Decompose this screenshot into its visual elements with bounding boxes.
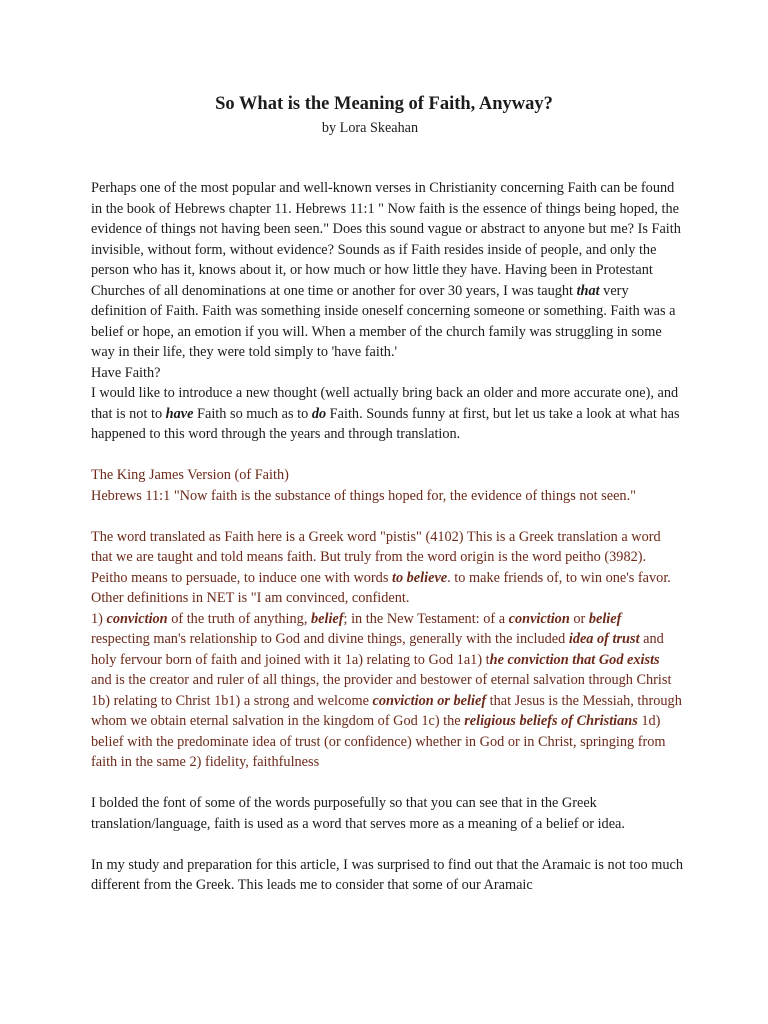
spacer: [91, 445, 683, 466]
text-run: respecting man's relationship to God and divine things, generally with the included: [91, 631, 569, 647]
emphasis-conviction: conviction: [106, 610, 168, 627]
text-run: very definition of Faith. Faith was something inside oneself concerning someone or something. Faith was a belief or hope, an emotion if you will. When a member of the church family was struggling in some way in their life, they were told simply to 'have faith.': [91, 282, 676, 360]
emphasis-conviction-god-exists: he conviction that God exists: [489, 651, 660, 668]
emphasis-conviction: conviction: [508, 610, 570, 627]
emphasis-belief: belief: [588, 610, 622, 627]
paragraph-intro: [91, 178, 683, 363]
emphasis-idea-of-trust: idea of trust: [568, 631, 640, 647]
emphasis-do: do: [311, 405, 327, 422]
paragraph-aramaic: In my study and preparation for this article, I was surprised to find out that the Aramaic is not too much different from the Greek. This leads me to consider that some of our Aramaic: [91, 856, 683, 893]
text-run: Perhaps one of the most popular and well-known verses in Christianity concerning Faith can be found in the book of Hebrews chapter 11. Hebrews 11:1 " Now faith is the essence of things being hoped, the evidence of things not having been seen." Does this sound vague or abstract to anyone but me? Is Faith invisible, without form, without evidence? Sounds as if Faith resides inside of people, and only the person who has it, knows about it, or how much or how little they have. Having been in Protestant Churches of all denominations at one time or another for over 30 years, I was taught: [91, 180, 681, 299]
spacer: [91, 506, 683, 527]
text-run: ; in the New Testament: of a: [343, 610, 509, 627]
emphasis-to-believe: to believe: [391, 569, 448, 586]
text-run: The word translated as Faith here is a Greek word "pistis" (4102) This is a Greek translation a word that we are taught and told means faith. But truly from the word origin is the word peitho (3982). Peitho means to persuade, to induce one with words: [91, 528, 661, 586]
text-run: of the truth of anything,: [167, 610, 311, 627]
text-run: and is the creator and ruler of all things, the provider and bestower of eternal salvation through Christ 1b) relating to Christ 1b1) a strong and welcome: [91, 672, 672, 709]
text-run: Faith. Sounds funny at first, but let us take a look at what has happened to this word through the years and through translation.: [91, 405, 680, 442]
text-run: or: [569, 610, 589, 627]
text-run: and holy fervour born of faith and joined with it 1a) relating to God 1a1) t: [91, 631, 664, 668]
paragraph-new-thought: [91, 383, 683, 445]
kjv-verse: Hebrews 11:1 "Now faith is the substance of things hoped for, the evidence of things not seen.": [91, 487, 636, 504]
text-run: I would like to introduce a new thought (well actually bring back an older and more accurate one), and that is not to: [91, 385, 679, 422]
definition-paragraph: [91, 609, 683, 773]
article-title: So What is the Meaning of Faith, Anyway?: [215, 94, 553, 114]
emphasis-conviction-or-belief: conviction or belief: [372, 692, 487, 709]
emphasis-belief: belief: [310, 610, 344, 627]
article-body: [91, 178, 683, 896]
paragraph-bolded: I bolded the font of some of the words purposefully so that you can see that in the Greek translation/language, faith is used as a word that serves more as a meaning of a belief or idea.: [91, 795, 625, 832]
text-run: 1): [91, 610, 107, 627]
text-run: Faith so much as to: [193, 405, 312, 422]
text-run: 1d) belief with the predominate idea of trust (or confidence) whether in God or in Christ, springing from faith in the same 2) fidelity, faithfulness: [91, 713, 666, 770]
emphasis-that: that: [576, 282, 600, 299]
text-run: . to make friends of, to win one's favor. Other definitions in NET is "I am convinced, confident.: [91, 569, 671, 606]
greek-paragraph: [91, 527, 683, 609]
spacer: [91, 773, 683, 794]
author-byline: by Lora Skeahan: [321, 120, 419, 136]
kjv-heading: The King James Version (of Faith): [91, 467, 289, 483]
emphasis-have: have: [165, 405, 194, 422]
text-run: that Jesus is the Messiah, through whom we obtain eternal salvation in the kingdom of God 1c) the: [91, 692, 682, 729]
emphasis-religious-beliefs: religious beliefs of Christians: [464, 713, 638, 729]
paragraph-have-faith: Have Faith?: [91, 364, 161, 381]
spacer: [91, 834, 683, 855]
